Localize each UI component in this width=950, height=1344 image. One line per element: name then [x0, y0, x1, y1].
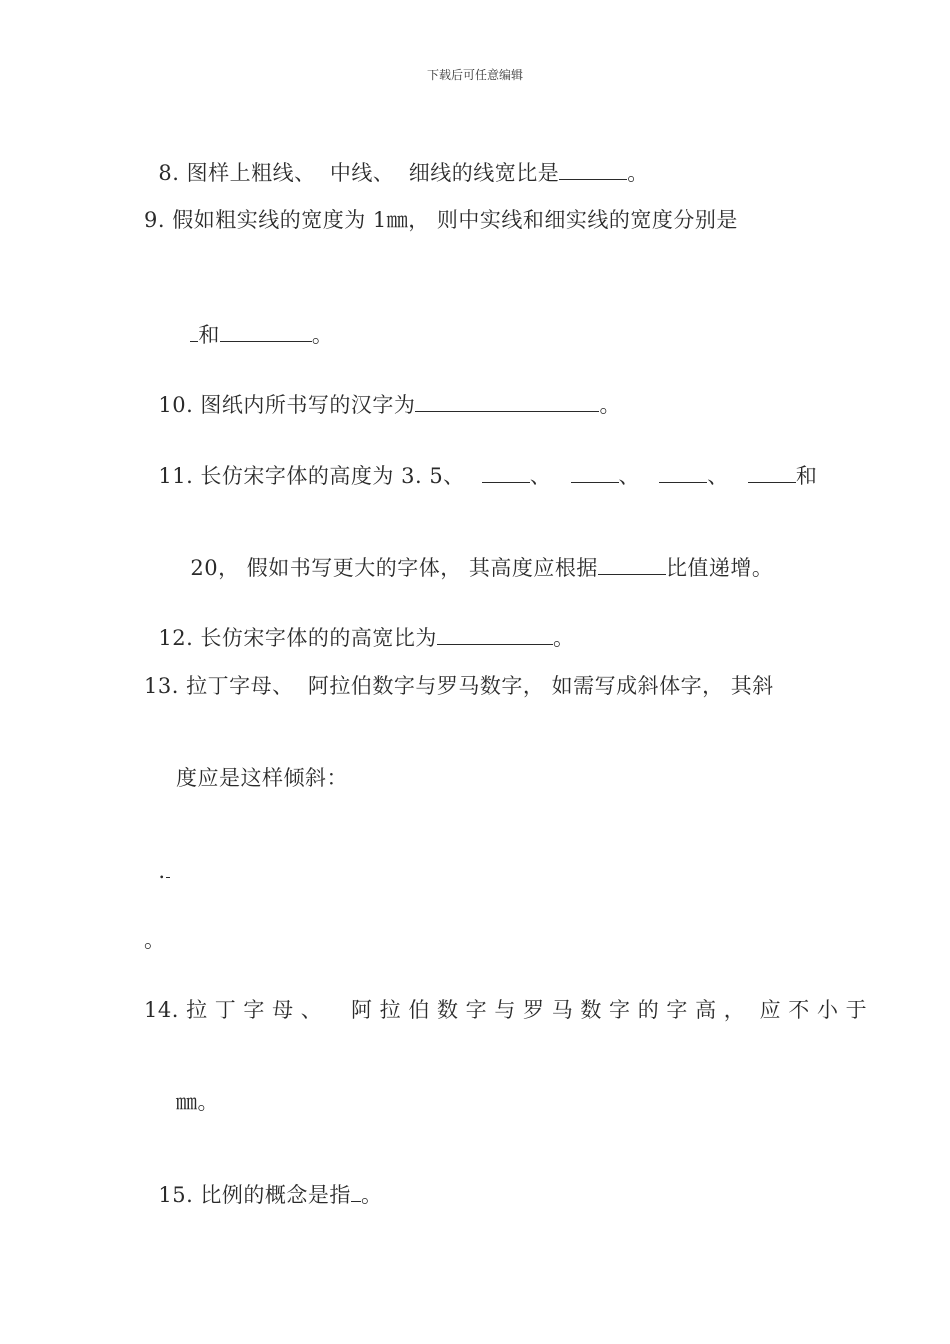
- question-14-line-1: 14. 拉 丁 字 母 、 阿 拉 伯 数 字 与 罗 马 数 字 的 字 高 ， 应 不 小 于: [144, 998, 868, 1022]
- question-9-end: 。: [311, 323, 334, 347]
- question-11-blank-4: [748, 464, 796, 483]
- question-8-blank: [559, 161, 627, 180]
- question-11-sep-3: 、: [707, 464, 736, 488]
- question-10: [144, 372, 621, 416]
- question-8-end: 。: [627, 161, 649, 185]
- question-14-line-2: ㎜。: [176, 1090, 219, 1114]
- question-13-line-2: 度应是这样倾斜：: [176, 766, 348, 790]
- question-15-end: 。: [360, 1183, 383, 1207]
- question-11-blank-3: [659, 464, 707, 483]
- page-header: 下载后可任意编辑: [426, 68, 523, 82]
- question-15-text: 15. 比例的概念是指: [158, 1183, 351, 1207]
- question-10-blank: [415, 393, 599, 412]
- question-11-line-2-start: 20， 假如书写更大的字体， 其高度应根据: [190, 556, 598, 580]
- question-11-blank-5: [598, 556, 666, 575]
- question-15-blank: [351, 1183, 361, 1202]
- question-11-sep-2: 、: [618, 464, 648, 488]
- question-11-line-1: [144, 443, 817, 487]
- question-11-blank-1: [482, 464, 530, 483]
- question-9-mid: 和: [198, 323, 220, 347]
- question-9-line-2: [176, 302, 333, 346]
- question-11-line-2: [176, 535, 773, 579]
- question-13-line-1: 13. 拉丁字母、 阿拉伯数字与罗马数字， 如需写成斜体字， 其斜: [144, 674, 774, 698]
- question-13-line-4: 。: [144, 928, 166, 952]
- question-13-line-3: [144, 838, 170, 882]
- question-12: [144, 605, 574, 649]
- question-8-text: 8. 图样上粗线、 中线、 细线的线宽比是: [158, 161, 560, 185]
- question-8: [144, 140, 649, 184]
- question-10-end: 。: [599, 393, 621, 417]
- question-10-text: 10. 图纸内所书写的汉字为: [158, 393, 416, 417]
- question-11-sep-1: 、: [529, 464, 559, 488]
- question-13-dot: .: [158, 859, 166, 883]
- question-15: [144, 1162, 382, 1206]
- question-11-blank-2: [571, 464, 619, 483]
- question-11-end: 和: [795, 464, 818, 488]
- question-11-start: 11. 长仿宋字体的高度为 3. 5、: [158, 464, 472, 488]
- question-9-blank-2: [220, 323, 312, 342]
- question-12-text: 12. 长仿宋字体的的高宽比为: [158, 626, 437, 650]
- question-13-blank: [166, 859, 170, 878]
- question-12-end: 。: [552, 626, 575, 650]
- question-12-blank: [437, 626, 553, 645]
- question-9-line-1: 9. 假如粗实线的宽度为 1㎜， 则中实线和细实线的宽度分别是: [144, 208, 738, 232]
- question-11-line-2-end: 比值递增。: [665, 556, 774, 580]
